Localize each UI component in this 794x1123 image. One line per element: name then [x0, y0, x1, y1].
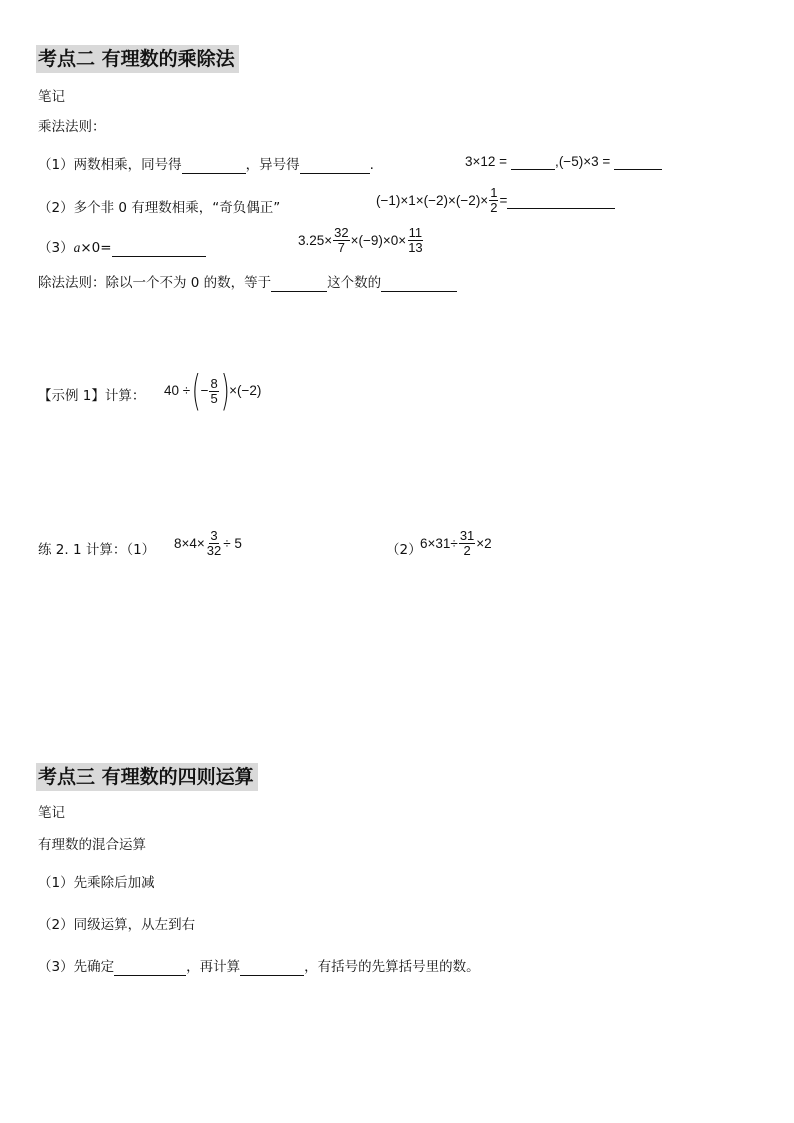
denominator: 32 — [206, 543, 222, 558]
math-expression: 8×4× — [174, 535, 205, 551]
denominator: 13 — [408, 240, 423, 255]
math-expression: 3.25× — [298, 232, 333, 248]
multiplication-rule-label: 乘法法则： — [38, 119, 106, 135]
answer-blank[interactable] — [511, 155, 555, 170]
left-paren: ( — [191, 366, 201, 415]
math-expression: ×2 — [476, 535, 492, 551]
fraction — [407, 226, 423, 255]
fraction — [206, 529, 222, 558]
math-expression: 6×31÷ — [420, 535, 458, 551]
section-title: 考点三 有理数的四则运算 — [38, 766, 254, 788]
practice-1-math — [174, 529, 242, 558]
math-expression: (−1)×1×(−2)×(−2)× — [376, 192, 489, 208]
numerator: 1 — [490, 185, 498, 200]
section-title: 考点二 有理数的乘除法 — [38, 48, 235, 70]
order-rule-3-text-2: ，再计算 — [186, 959, 241, 975]
answer-blank[interactable] — [300, 159, 370, 174]
denominator: 5 — [210, 390, 218, 406]
note-label: 笔记 — [38, 805, 65, 821]
denominator: 2 — [463, 543, 471, 558]
rule-item-2-math — [376, 186, 615, 215]
rule-item-3-math — [298, 226, 425, 255]
rule-item-1-math — [465, 153, 662, 171]
answer-blank[interactable] — [182, 159, 246, 174]
numerator: 3 — [210, 528, 218, 543]
practice-2-math — [420, 529, 492, 558]
order-rule-3 — [38, 958, 480, 976]
example-label: 【示例 1】计算： — [38, 388, 146, 404]
rule-item-1-mid: ，异号得 — [245, 157, 300, 173]
section-heading-3 — [36, 763, 258, 791]
rule-item-3-num: （3） — [38, 240, 74, 256]
comma: , — [555, 154, 559, 169]
rule-item-3 — [38, 239, 206, 257]
fraction — [333, 226, 349, 255]
numerator: 32 — [334, 225, 349, 240]
division-rule — [38, 274, 457, 292]
rule-item-1 — [38, 156, 374, 174]
answer-blank[interactable] — [240, 961, 304, 976]
order-rule-3-text-3: ，有括号的先算括号里的数。 — [304, 959, 480, 975]
order-rule-3-text: （3）先确定 — [38, 959, 115, 975]
example-math — [164, 366, 262, 415]
answer-blank[interactable] — [112, 242, 206, 257]
fraction — [489, 186, 498, 215]
practice-label: 练 2. 1 计算：（1） — [38, 542, 156, 558]
math-expression: ×(−2) — [229, 383, 262, 398]
right-paren: ) — [220, 366, 230, 415]
division-rule-text: 除法法则：除以一个不为 0 的数，等于 — [38, 275, 272, 291]
fraction — [459, 529, 475, 558]
fraction — [209, 377, 218, 406]
rule-item-3-text: ×0= — [80, 240, 112, 256]
math-expression: 40 ÷ — [164, 383, 191, 398]
order-rule-1: （1）先乘除后加减 — [38, 875, 155, 891]
practice-2-label: （2） — [386, 542, 422, 558]
numerator: 31 — [459, 528, 475, 543]
numerator: 8 — [210, 375, 218, 391]
denominator: 7 — [337, 240, 346, 255]
answer-blank[interactable] — [381, 277, 457, 292]
note-label: 笔记 — [38, 89, 65, 105]
rule-item-2: （2）多个非 0 有理数相乘，“奇负偶正” — [38, 200, 281, 216]
denominator: 2 — [490, 200, 498, 215]
section-subtitle: 有理数的混合运算 — [38, 837, 146, 853]
minus-sign: − — [200, 383, 209, 398]
answer-blank[interactable] — [507, 194, 615, 209]
division-rule-text-2: 这个数的 — [327, 275, 382, 291]
rule-item-1-text: （1）两数相乘，同号得 — [38, 157, 182, 173]
math-expression: ×(−9)×0× — [350, 232, 407, 248]
equals-sign: = — [499, 192, 508, 208]
answer-blank[interactable] — [614, 155, 662, 170]
math-expression: ÷ 5 — [223, 535, 242, 551]
section-heading-2 — [36, 45, 239, 73]
rule-item-1-end: . — [369, 157, 374, 173]
numerator: 11 — [408, 225, 423, 240]
variable-a: a — [73, 240, 81, 255]
answer-blank[interactable] — [114, 961, 186, 976]
math-expression: (−5)×3 = — [558, 154, 611, 169]
answer-blank[interactable] — [271, 277, 327, 292]
math-expression: 3×12 = — [465, 154, 508, 169]
order-rule-2: （2）同级运算，从左到右 — [38, 917, 196, 933]
